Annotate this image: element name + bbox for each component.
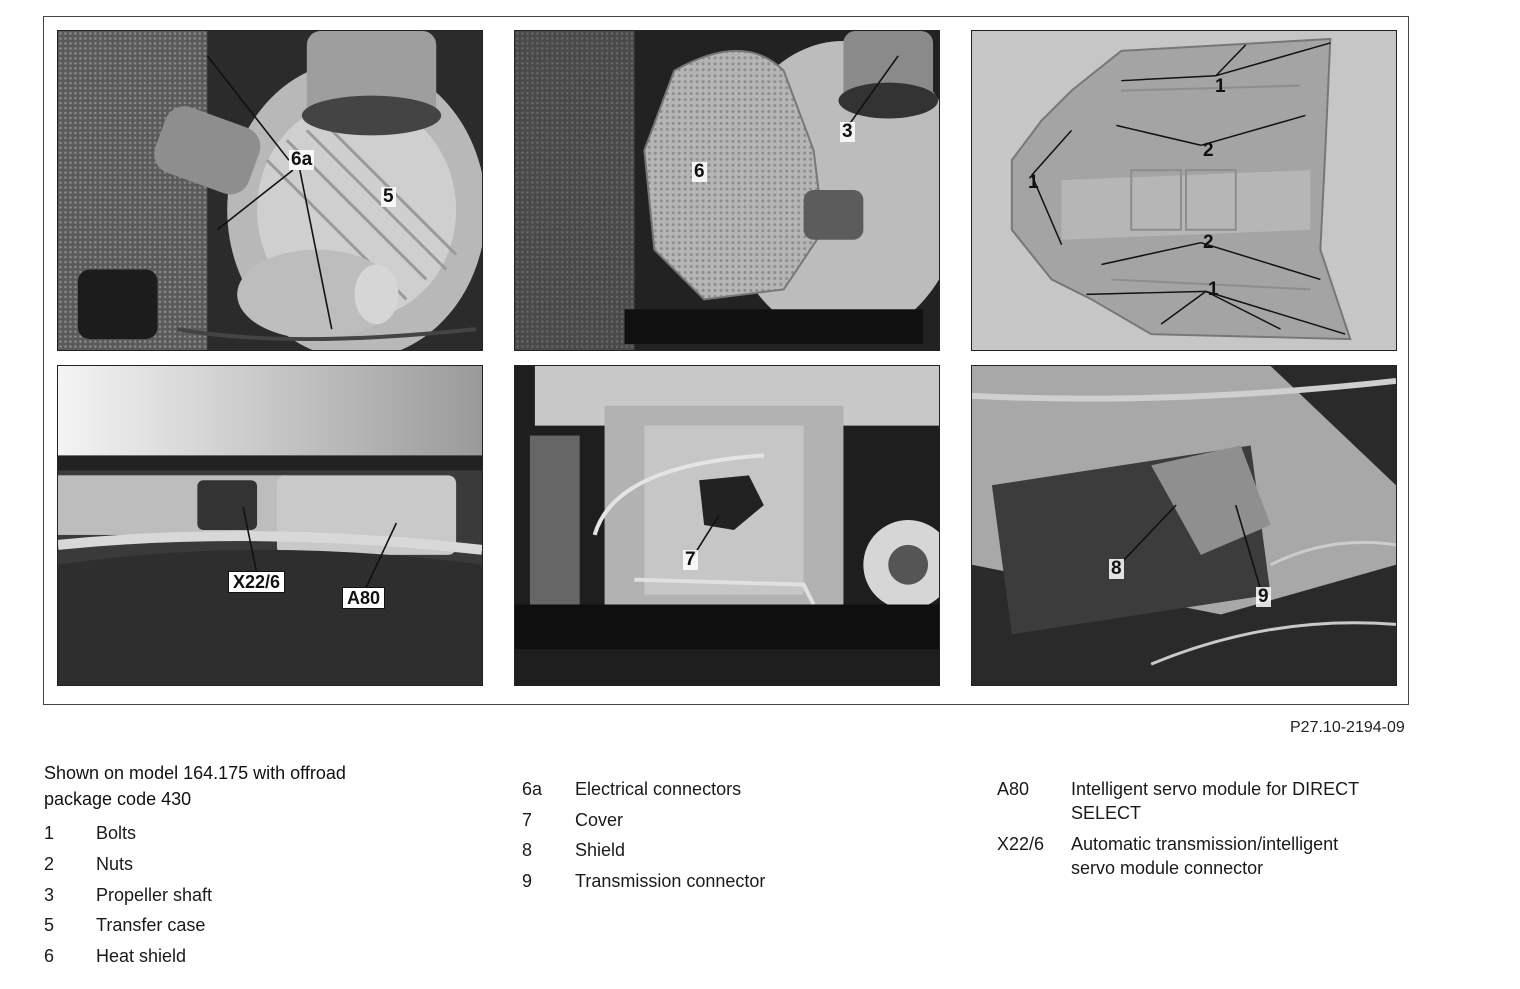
- photo-transmission-shield: [971, 365, 1397, 686]
- legend-item-a80: [997, 777, 1417, 829]
- legend-key: X22/6: [997, 834, 1045, 854]
- legend-desc: Heat shield: [96, 946, 187, 966]
- legend-key: 8: [522, 840, 533, 860]
- callout-nuts-bottom: 2: [1203, 232, 1214, 253]
- legend-column-2: [522, 777, 862, 907]
- legend-desc: Transfer case: [96, 915, 206, 935]
- legend-item-x22-6: [997, 832, 1417, 884]
- legend-key: 2: [44, 854, 55, 874]
- photo-servo-module: [57, 365, 483, 686]
- photo-heat-shield: [514, 30, 940, 351]
- legend-column-3: [997, 777, 1417, 897]
- legend-key: 6a: [522, 779, 543, 799]
- legend-desc: Nuts: [96, 854, 134, 874]
- callout-6: 6: [694, 161, 705, 182]
- legend-key: 6: [44, 946, 55, 966]
- legend-desc: Bolts: [96, 823, 137, 843]
- drawing-shield: [971, 30, 1397, 351]
- legend-desc: Automatic transmission/intelligent servo module connector: [1071, 834, 1339, 878]
- legend-key: 9: [522, 871, 533, 891]
- legend-desc: Cover: [575, 810, 624, 830]
- legend-key: 7: [522, 810, 533, 830]
- figure-id: P27.10-2194-09: [1290, 719, 1405, 736]
- callout-x22-6: X22/6: [228, 571, 285, 593]
- legend-desc: Transmission connector: [575, 871, 766, 891]
- callout-bolts-bottom: 1: [1208, 279, 1219, 300]
- legend-column-1: [44, 821, 364, 981]
- callout-9: 9: [1258, 586, 1269, 607]
- callout-5: 5: [383, 186, 394, 207]
- callout-7: 7: [685, 549, 696, 570]
- legend-desc: Intelligent servo module for DIRECT SELECT: [1071, 779, 1359, 823]
- callout-bolts-left: 1: [1028, 172, 1039, 193]
- legend-desc: Electrical connectors: [575, 779, 742, 799]
- legend-key: A80: [997, 779, 1030, 799]
- legend-key: 1: [44, 823, 55, 843]
- callout-3: 3: [842, 121, 853, 142]
- legend-desc: Propeller shaft: [96, 885, 213, 905]
- photo-transfer-case: [57, 30, 483, 351]
- legend-desc: Shield: [575, 840, 626, 860]
- callout-6a: 6a: [291, 149, 313, 170]
- callout-bolts-top: 1: [1215, 76, 1226, 97]
- callout-a80: A80: [342, 587, 385, 609]
- callout-nuts-top: 2: [1203, 140, 1214, 161]
- legend-key: 5: [44, 915, 55, 935]
- callout-8: 8: [1111, 558, 1122, 579]
- photo-cover: [514, 365, 940, 686]
- legend-key: 3: [44, 885, 55, 905]
- legend-intro: Shown on model 164.175 with offroad package code 430: [44, 763, 346, 809]
